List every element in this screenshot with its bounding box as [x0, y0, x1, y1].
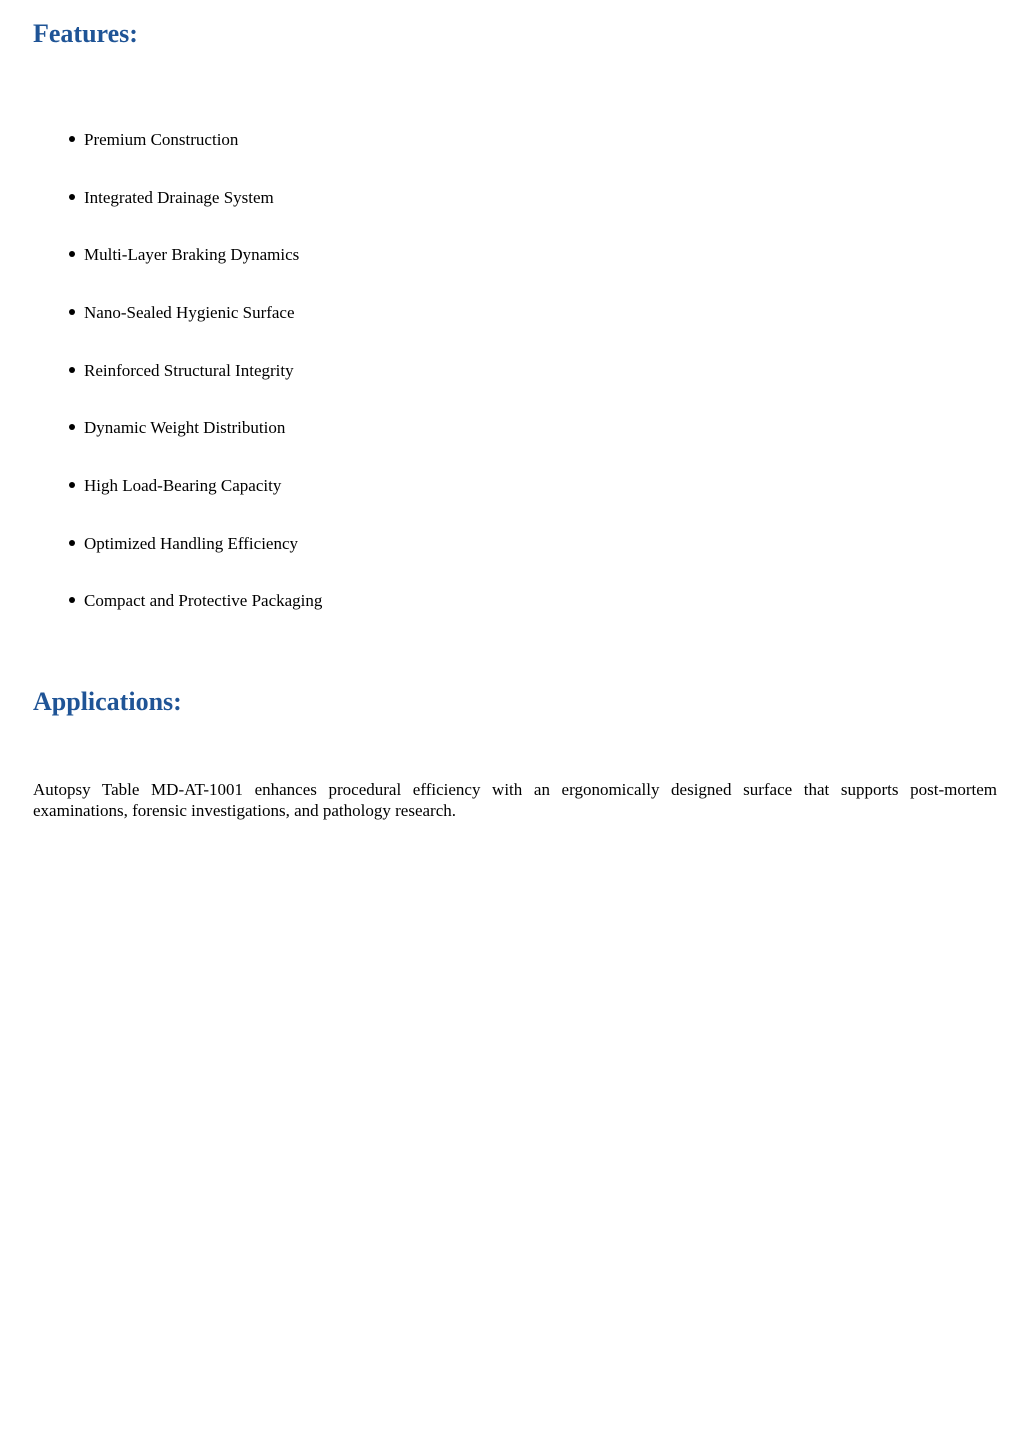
bullet-icon [69, 251, 75, 257]
bullet-icon [69, 424, 75, 430]
applications-heading: Applications: [33, 687, 182, 716]
feature-item [66, 588, 666, 612]
bullet-icon [69, 136, 75, 142]
bullet-icon [69, 309, 75, 315]
feature-item [66, 127, 666, 151]
feature-text: Optimized Handling Efficiency [84, 534, 299, 554]
applications-paragraph: Autopsy Table MD-AT-1001 enhances procedural efficiency with an ergonomically designed surface that supports post-mortem examinations, forensic investigations, and pathology research. [33, 780, 997, 820]
bullet-icon [69, 194, 75, 200]
bullet-icon [69, 597, 75, 603]
bullet-icon [69, 540, 75, 546]
feature-text: Multi-Layer Braking Dynamics [84, 245, 300, 265]
feature-text: Reinforced Structural Integrity [84, 361, 294, 381]
bullet-icon [69, 482, 75, 488]
feature-item [66, 242, 666, 266]
feature-item [66, 300, 666, 324]
feature-item [66, 185, 666, 209]
feature-text: Compact and Protective Packaging [84, 591, 323, 611]
feature-item [66, 358, 666, 382]
feature-item [66, 415, 666, 439]
feature-item [66, 531, 666, 555]
feature-text: Dynamic Weight Distribution [84, 418, 286, 438]
feature-item [66, 473, 666, 497]
feature-text: High Load-Bearing Capacity [84, 476, 282, 496]
feature-text: Premium Construction [84, 130, 239, 150]
bullet-icon [69, 367, 75, 373]
feature-text: Integrated Drainage System [84, 188, 274, 208]
feature-text: Nano-Sealed Hygienic Surface [84, 303, 295, 323]
features-heading: Features: [33, 19, 138, 48]
